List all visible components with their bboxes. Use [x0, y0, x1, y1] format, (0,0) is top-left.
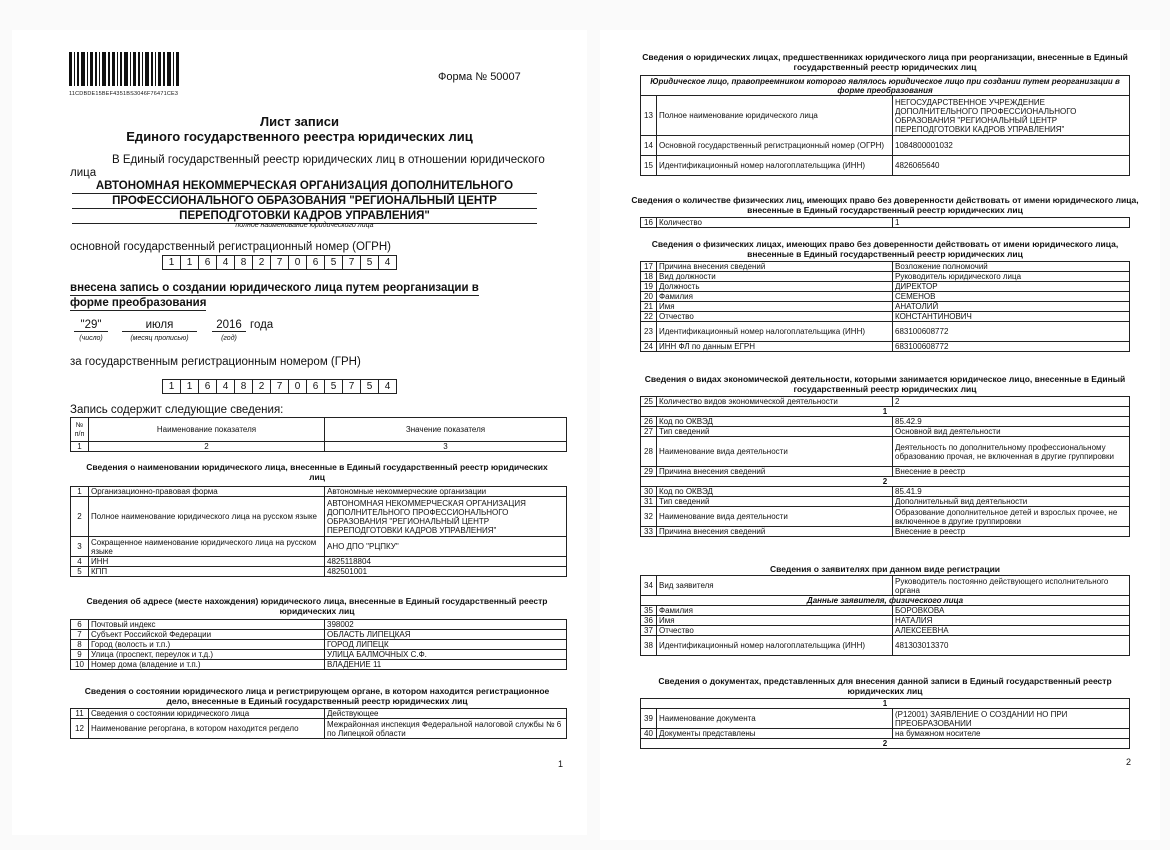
table-row [641, 437, 1130, 467]
table-row [641, 292, 1130, 302]
row-label: Организационно-правовая форма [89, 487, 325, 497]
row-number: 23 [641, 322, 657, 342]
row-label: ИНН [89, 557, 325, 567]
table-row [641, 576, 1130, 596]
header-col-value: Значение показателя [325, 418, 567, 442]
row-label: КПП [89, 567, 325, 577]
grn-digit: 4 [384, 381, 391, 392]
intro-text-line2: лица [70, 167, 97, 179]
row-label: Причина внесения сведений [657, 262, 893, 272]
row-number: 28 [641, 437, 657, 467]
row-number: 20 [641, 292, 657, 302]
row-label: Вид должности [657, 272, 893, 282]
row-label: Наименование вида деятельности [657, 437, 893, 467]
row-value: на бумажном носителе [893, 729, 1130, 739]
row-number: 40 [641, 729, 657, 739]
table-row [641, 527, 1130, 537]
row-value: Внесение в реестр [893, 527, 1130, 537]
row-label: Причина внесения сведений [657, 527, 893, 537]
table-name [70, 486, 567, 577]
row-label: Полное наименование юридического лица [657, 96, 893, 136]
table-row [641, 218, 1130, 228]
row-value: Возложение полномочий [893, 262, 1130, 272]
row-label: Код по ОКВЭД [657, 417, 893, 427]
grn-digit: 1 [181, 380, 199, 393]
ogrn-digit: 6 [199, 256, 217, 269]
table-persons [640, 261, 1130, 352]
row-label: Количество видов экономической деятельности [657, 397, 893, 407]
row-number: 1 [71, 487, 89, 497]
section-title-address: Сведения об адресе (месте нахождения) юридического лица, внесенные в Единый государственный реестр юридических лиц [86, 596, 548, 616]
grn-digit: 7 [271, 380, 289, 393]
grn-digit: 6 [199, 380, 217, 393]
row-label: Почтовый индекс [89, 620, 325, 630]
row-label: Тип сведений [657, 427, 893, 437]
row-number: 37 [641, 626, 657, 636]
table-row [641, 342, 1130, 352]
table-row [71, 650, 567, 660]
row-label: ИНН ФЛ по данным ЕГРН [657, 342, 893, 352]
table-row [71, 487, 567, 497]
row-number: 35 [641, 606, 657, 616]
row-value: ОБЛАСТЬ ЛИПЕЦКАЯ [325, 630, 567, 640]
row-value: Руководитель юридического лица [893, 272, 1130, 282]
row-label: Количество [657, 218, 893, 228]
row-label: Основной государственный регистрационный номер (ОГРН) [657, 136, 893, 156]
table-okved [640, 396, 1130, 537]
table-applicants [640, 575, 1130, 656]
table-row [71, 719, 567, 739]
row-label: Имя [657, 616, 893, 626]
row-value: 683100608772 [893, 342, 1130, 352]
row-label: Наименование вида деятельности [657, 507, 893, 527]
ogrn-digit: 6 [307, 256, 325, 269]
row-value: АВТОНОМНАЯ НЕКОММЕРЧЕСКАЯ ОРГАНИЗАЦИЯ ДОПОЛНИТЕЛЬНОГО ПРОФЕССИОНАЛЬНОГО ОБРАЗОВАНИЯ "РЕГИОНАЛЬНЫЙ ЦЕНТР ПЕРЕПОДГОТОВКИ КАДРОВ УПРАВЛЕНИЯ" [325, 497, 567, 537]
row-number: 17 [641, 262, 657, 272]
page-number-1: 1 [558, 759, 564, 769]
ogrn-digit: 7 [343, 256, 361, 269]
row-value: АНО ДПО "РЦПКУ" [325, 537, 567, 557]
okved-group-2: 2 [641, 477, 1130, 487]
grn-digit: 4 [217, 380, 235, 393]
row-value: Автономные некоммерческие организации [325, 487, 567, 497]
ogrn-digit: 5 [325, 256, 343, 269]
section-title-documents: Сведения о документах, представленных для внесения данной записи в Единый государственный реестр юридических лиц [658, 676, 1112, 696]
table-state [70, 708, 567, 739]
row-label: Причина внесения сведений [657, 467, 893, 477]
applicant-subtitle: Данные заявителя, физического лица [641, 596, 1130, 606]
row-value: ГОРОД ЛИПЕЦК [325, 640, 567, 650]
row-value: КОНСТАНТИНОВИЧ [893, 312, 1130, 322]
table-row [641, 427, 1130, 437]
table-row [641, 272, 1130, 282]
row-label: Сведения о состоянии юридического лица [89, 709, 325, 719]
document-page-2 [600, 30, 1160, 840]
row-value: 2 [893, 397, 1130, 407]
row-number: 18 [641, 272, 657, 282]
row-number: 34 [641, 576, 657, 596]
date-month-caption: (месяц прописью) [130, 335, 189, 342]
row-value: Внесение в реестр [893, 467, 1130, 477]
row-number: 9 [71, 650, 89, 660]
row-value: 1 [893, 218, 1130, 228]
ogrn-digit: 7 [271, 256, 289, 269]
row-label: Улица (проспект, переулок и т.д.) [89, 650, 325, 660]
row-number: 12 [71, 719, 89, 739]
section-title-count: Сведения о количестве физических лиц, имеющих право без доверенности действовать от имени юридического лица, внесенные в Единый государственный реестр юридических лиц [631, 195, 1139, 215]
row-label: Город (волость и т.п.) [89, 640, 325, 650]
row-value: НАТАЛИЯ [893, 616, 1130, 626]
table-row [641, 322, 1130, 342]
entry-text-line1: внесена запись о создании юридического лица путем реорганизации в [70, 282, 479, 294]
table-row [641, 636, 1130, 656]
contains-label: Запись содержит следующие сведения: [70, 404, 284, 416]
table-row [71, 640, 567, 650]
table-row [641, 397, 1130, 407]
row-label: Субъект Российской Федерации [89, 630, 325, 640]
ogrn-digit: 1 [181, 256, 199, 269]
grn-digit: 2 [253, 380, 271, 393]
date-month: июля [122, 319, 197, 332]
section-title-state: Сведения о состоянии юридического лица и регистрирующем органе, в котором находится регистрационное дело, внесенные в Единый государственный реестр юридических лиц [84, 686, 550, 706]
header-col-name: Наименование показателя [89, 418, 325, 442]
row-label: Полное наименование юридического лица на русском языке [89, 497, 325, 537]
predecessor-subtitle: Юридическое лицо, правопреемником которого являлось юридическое лицо при создании путем реорганизации в форме преобразования [641, 76, 1130, 96]
row-number: 29 [641, 467, 657, 477]
table-row [641, 156, 1130, 176]
row-number: 5 [71, 567, 89, 577]
row-number: 13 [641, 96, 657, 136]
row-label: Наименование регоргана, в котором находится регдело [89, 719, 325, 739]
page-subtitle: Единого государственного реестра юридических лиц [126, 129, 473, 144]
row-number: 14 [641, 136, 657, 156]
row-value: Межрайонная инспекция Федеральной налоговой службы № 6 по Липецкой области [325, 719, 567, 739]
org-name-caption: полное наименование юридического лица [235, 222, 374, 229]
org-name-line1: АВТОНОМНАЯ НЕКОММЕРЧЕСКАЯ ОРГАНИЗАЦИЯ ДОПОЛНИТЕЛЬНОГО [72, 179, 537, 194]
row-number: 3 [71, 537, 89, 557]
row-label: Отчество [657, 312, 893, 322]
row-value: 683100608772 [893, 322, 1130, 342]
table-row [641, 709, 1130, 729]
table-row [641, 497, 1130, 507]
grn-digit: 1 [163, 380, 181, 393]
documents-group-2: 2 [641, 739, 1130, 749]
row-number: 15 [641, 156, 657, 176]
row-value: Деятельность по дополнительному профессиональному образованию прочая, не включенная в другие группировки [893, 437, 1130, 467]
ogrn-label: основной государственный регистрационный номер (ОГРН) [70, 241, 391, 253]
org-name-line2: ПРОФЕССИОНАЛЬНОГО ОБРАЗОВАНИЯ "РЕГИОНАЛЬНЫЙ ЦЕНТР [72, 194, 537, 209]
row-label: Код по ОКВЭД [657, 487, 893, 497]
table-row [71, 630, 567, 640]
row-number: 30 [641, 487, 657, 497]
row-value: ВЛАДЕНИЕ 11 [325, 660, 567, 670]
row-value: Образование дополнительное детей и взрослых прочее, не включенное в другие группировки [893, 507, 1130, 527]
row-number: 26 [641, 417, 657, 427]
row-value: АЛЕКСЕЕВНА [893, 626, 1130, 636]
form-number: Форма № 50007 [438, 71, 521, 83]
row-value: УЛИЦА БАЛМОЧНЫХ С.Ф. [325, 650, 567, 660]
row-value: (Р12001) ЗАЯВЛЕНИЕ О СОЗДАНИИ НО ПРИ ПРЕОБРАЗОВАНИИ [893, 709, 1130, 729]
row-value: 4826065640 [893, 156, 1130, 176]
row-value: СЕМЕНОВ [893, 292, 1130, 302]
table-row [641, 262, 1130, 272]
ogrn-digit: 4 [217, 256, 235, 269]
table-row [71, 557, 567, 567]
row-value: 4825118804 [325, 557, 567, 567]
row-value: 85.42.9 [893, 417, 1130, 427]
grn-number [162, 379, 397, 394]
row-value: БОРОВКОВА [893, 606, 1130, 616]
table-row [641, 507, 1130, 527]
section-title-predecessor: Сведения о юридических лицах, предшественниках юридического лица при реорганизации, внесенные в Единый государственный реестр юридических лиц [642, 52, 1128, 72]
row-number: 7 [71, 630, 89, 640]
row-number: 6 [71, 620, 89, 630]
date-day-caption: (число) [79, 335, 103, 342]
row-value: Действующее [325, 709, 567, 719]
row-number: 27 [641, 427, 657, 437]
row-label: Наименование документа [657, 709, 893, 729]
barcode-text: 11CDBDE15BEF4351BS3046F76471CE3 [69, 91, 179, 97]
ogrn-digit: 8 [235, 256, 253, 269]
ogrn-digit: 4 [384, 257, 391, 268]
entry-text [70, 281, 479, 311]
table-row [641, 616, 1130, 626]
date-year-suffix: года [250, 319, 274, 331]
row-number: 39 [641, 709, 657, 729]
section-title-persons: Сведения о физических лицах, имеющих право без доверенности действовать от имени юридического лица, внесенные в Единый государственный реестр юридических лиц [651, 239, 1119, 259]
row-value: НЕГОСУДАРСТВЕННОЕ УЧРЕЖДЕНИЕ ДОПОЛНИТЕЛЬНОГО ПРОФЕССИОНАЛЬНОГО ОБРАЗОВАНИЯ "РЕГИОНАЛЬНЫЙ ЦЕНТР ПЕРЕПОДГОТОВКИ КАДРОВ УПРАВЛЕНИЯ" [893, 96, 1130, 136]
row-label: Должность [657, 282, 893, 292]
table-row [641, 417, 1130, 427]
org-name-line3: ПЕРЕПОДГОТОВКИ КАДРОВ УПРАВЛЕНИЯ" [72, 209, 537, 224]
table-row [71, 660, 567, 670]
table-row [641, 312, 1130, 322]
row-number: 2 [71, 497, 89, 537]
date-year: 2016 [212, 319, 246, 332]
header-num-3: 3 [325, 442, 567, 452]
barcode-image [69, 50, 184, 95]
row-value: Дополнительный вид деятельности [893, 497, 1130, 507]
row-number: 21 [641, 302, 657, 312]
header-table [70, 417, 567, 452]
table-row [641, 487, 1130, 497]
ogrn-digit: 0 [289, 256, 307, 269]
row-label: Идентификационный номер налогоплательщика (ИНН) [657, 156, 893, 176]
row-label: Отчество [657, 626, 893, 636]
date-day: "29" [74, 319, 108, 332]
header-col-number: № п/п [71, 418, 89, 442]
row-value: 481303013370 [893, 636, 1130, 656]
row-label: Фамилия [657, 292, 893, 302]
section-title-okved: Сведения о видах экономической деятельности, которыми занимается юридическое лицо, внесенные в Единый государственный реестр юридических лиц [644, 374, 1126, 394]
ogrn-digit: 5 [361, 256, 379, 269]
header-num-1: 1 [71, 442, 89, 452]
row-number: 19 [641, 282, 657, 292]
row-label: Сокращенное наименование юридического лица на русском языке [89, 537, 325, 557]
header-num-2: 2 [89, 442, 325, 452]
row-number: 8 [71, 640, 89, 650]
entry-text-line2: форме преобразования [70, 297, 207, 309]
grn-digit: 8 [235, 380, 253, 393]
ogrn-digit: 2 [253, 256, 271, 269]
section-title-name: Сведения о наименовании юридического лица, внесенные в Единый государственный реестр юридических лиц [86, 462, 548, 482]
row-value: 1084800001032 [893, 136, 1130, 156]
row-value: 398002 [325, 620, 567, 630]
table-predecessor [640, 75, 1130, 176]
grn-digit: 5 [325, 380, 343, 393]
intro-text-line1: В Единый государственный реестр юридических лиц в отношении юридического [112, 154, 545, 166]
row-number: 33 [641, 527, 657, 537]
row-label: Вид заявителя [657, 576, 893, 596]
grn-digit: 0 [289, 380, 307, 393]
documents-group-1: 1 [641, 699, 1130, 709]
row-label: Идентификационный номер налогоплательщика (ИНН) [657, 322, 893, 342]
page-title: Лист записи [260, 114, 339, 129]
ogrn-number [162, 255, 397, 270]
row-label: Идентификационный номер налогоплательщика (ИНН) [657, 636, 893, 656]
date-year-caption: (год) [221, 335, 237, 342]
okved-group-1: 1 [641, 407, 1130, 417]
grn-digit: 7 [343, 380, 361, 393]
row-label: Номер дома (владение и т.п.) [89, 660, 325, 670]
row-number: 32 [641, 507, 657, 527]
table-row [641, 606, 1130, 616]
table-row [71, 709, 567, 719]
table-row [71, 537, 567, 557]
row-value: 85.41.9 [893, 487, 1130, 497]
section-title-applicants: Сведения о заявителях при данном виде регистрации [769, 564, 1001, 574]
row-number: 38 [641, 636, 657, 656]
row-label: Имя [657, 302, 893, 312]
table-count [640, 217, 1130, 228]
table-row [641, 302, 1130, 312]
page-number-2: 2 [1126, 757, 1132, 767]
row-value: 482501001 [325, 567, 567, 577]
row-number: 25 [641, 397, 657, 407]
row-number: 4 [71, 557, 89, 567]
grn-digit: 5 [361, 380, 379, 393]
table-documents [640, 698, 1130, 749]
row-label: Документы представлены [657, 729, 893, 739]
row-number: 16 [641, 218, 657, 228]
row-number: 22 [641, 312, 657, 322]
table-row [641, 729, 1130, 739]
table-row [641, 136, 1130, 156]
grn-digit: 6 [307, 380, 325, 393]
table-row [71, 620, 567, 630]
row-label: Фамилия [657, 606, 893, 616]
row-value: Основной вид деятельности [893, 427, 1130, 437]
table-row [641, 282, 1130, 292]
grn-label: за государственным регистрационным номером (ГРН) [70, 356, 361, 368]
table-row [641, 96, 1130, 136]
row-number: 31 [641, 497, 657, 507]
org-full-name [72, 179, 537, 224]
row-number: 24 [641, 342, 657, 352]
row-label: Тип сведений [657, 497, 893, 507]
table-row [641, 467, 1130, 477]
row-number: 11 [71, 709, 89, 719]
table-row [641, 626, 1130, 636]
table-address [70, 619, 567, 670]
row-number: 36 [641, 616, 657, 626]
table-row [71, 497, 567, 537]
row-number: 10 [71, 660, 89, 670]
row-value: АНАТОЛИЙ [893, 302, 1130, 312]
table-row [71, 567, 567, 577]
document-page-1 [12, 30, 587, 835]
ogrn-digit: 1 [163, 256, 181, 269]
row-value: ДИРЕКТОР [893, 282, 1130, 292]
row-value: Руководитель постоянно действующего исполнительного органа [893, 576, 1130, 596]
